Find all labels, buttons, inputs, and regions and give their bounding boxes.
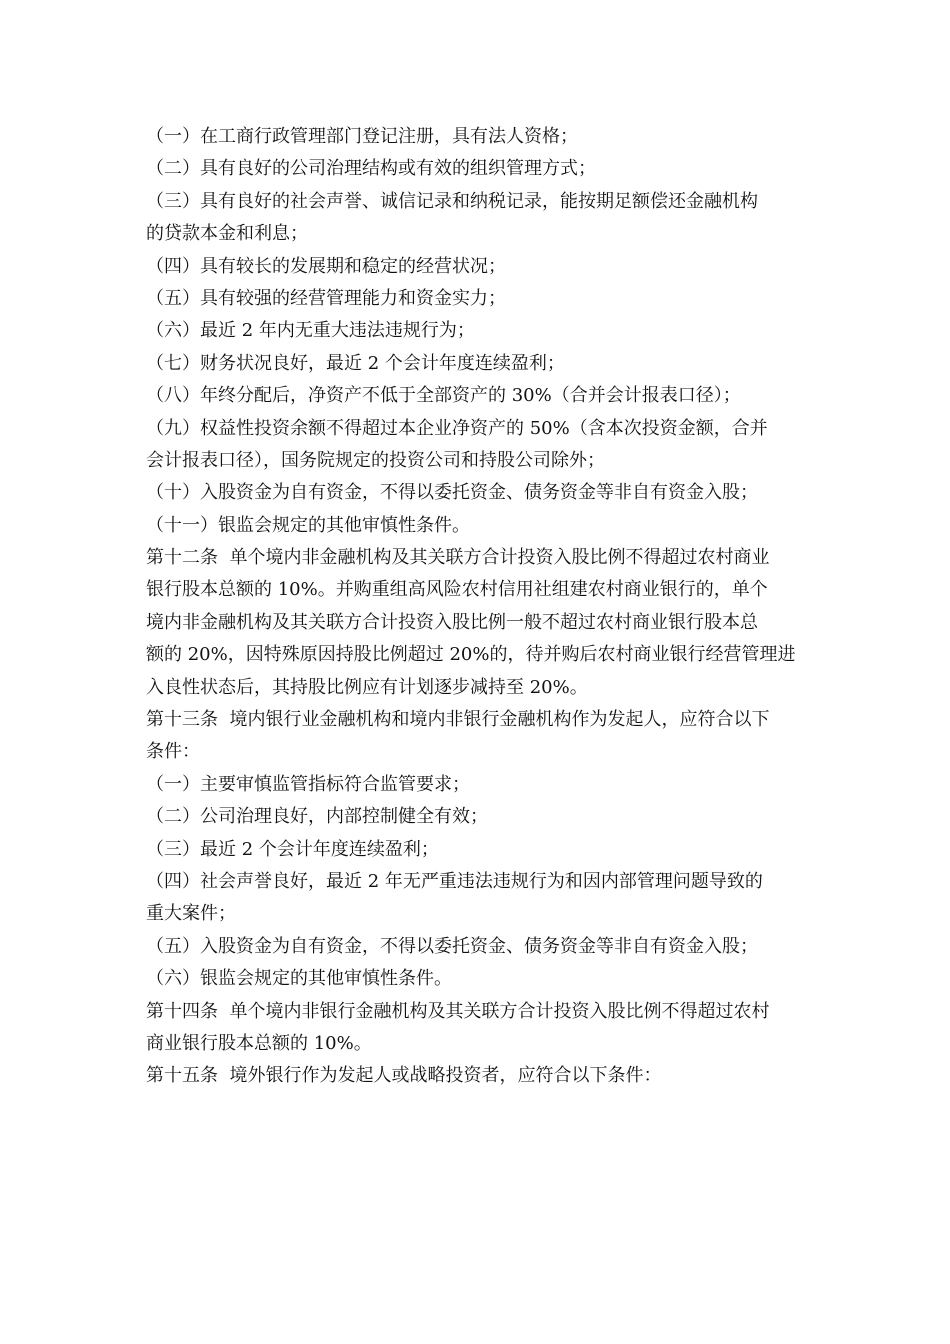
text-line: （一）在工商行政管理部门登记注册，具有法人资格； — [146, 126, 578, 147]
text-line: （三）最近 2 个会计年度连续盈利； — [146, 838, 439, 860]
text-line: 条件： — [146, 741, 200, 763]
text-line: （二）公司治理良好，内部控制健全有效； — [146, 806, 488, 828]
text-line: 额的 20%，因特殊原因持股比例超过 20%的，待并购后农村商业银行经营管理进 — [146, 644, 796, 666]
text-line: （十一）银监会规定的其他审慎性条件。 — [146, 514, 470, 536]
document-body — [146, 121, 810, 1093]
text-line: 商业银行股本总额的 10%。 — [146, 1032, 372, 1054]
article-12-line: 第十二条 单个境内非金融机构及其关联方合计投资入股比例不得超过农村商业 — [146, 547, 770, 569]
text-line: （五）具有较强的经营管理能力和资金实力； — [146, 287, 506, 309]
text-line: 的贷款本金和利息； — [146, 223, 308, 245]
text-line: （四）具有较长的发展期和稳定的经营状况； — [146, 255, 506, 277]
text-line: （五）入股资金为自有资金，不得以委托资金、债务资金等非自有资金入股； — [146, 935, 758, 957]
text-line: （七）财务状况良好，最近 2 个会计年度连续盈利； — [146, 352, 565, 374]
text-line: （三）具有良好的社会声誉、诚信记录和纳税记录，能按期足额偿还金融机构 — [146, 190, 758, 212]
text-line: 重大案件； — [146, 903, 236, 925]
article-14-line: 第十四条 单个境内非银行金融机构及其关联方合计投资入股比例不得超过农村 — [146, 1000, 770, 1022]
article-13-line: 第十三条 境内银行业金融机构和境内非银行金融机构作为发起人，应符合以下 — [146, 709, 770, 731]
text-line: （九）权益性投资余额不得超过本企业净资产的 50%（含本次投资金额，合并 — [146, 417, 768, 439]
text-line: （八）年终分配后，净资产不低于全部资产的 30%（合并会计报表口径）； — [146, 385, 741, 407]
text-line: （一）主要审慎监管指标符合监管要求； — [146, 773, 470, 795]
text-line: （六）银监会规定的其他审慎性条件。 — [146, 968, 452, 990]
text-line: （六）最近 2 年内无重大违法违规行为； — [146, 320, 475, 342]
text-line: （四）社会声誉良好，最近 2 年无严重违法违规行为和因内部管理问题导致的 — [146, 870, 763, 892]
text-line: （十）入股资金为自有资金，不得以委托资金、债务资金等非自有资金入股； — [146, 482, 758, 504]
text-line: 入良性状态后，其持股比例应有计划逐步减持至 20%。 — [146, 676, 588, 698]
text-line: （二）具有良好的公司治理结构或有效的组织管理方式； — [146, 158, 596, 180]
text-line: 会计报表口径），国务院规定的投资公司和持股公司除外； — [146, 449, 605, 471]
article-15-line: 第十五条 境外银行作为发起人或战略投资者，应符合以下条件： — [146, 1065, 662, 1087]
text-line: 境内非金融机构及其关联方合计投资入股比例一般不超过农村商业银行股本总 — [146, 611, 758, 633]
text-line: 银行股本总额的 10%。并购重组高风险农村信用社组建农村商业银行的，单个 — [146, 579, 768, 601]
